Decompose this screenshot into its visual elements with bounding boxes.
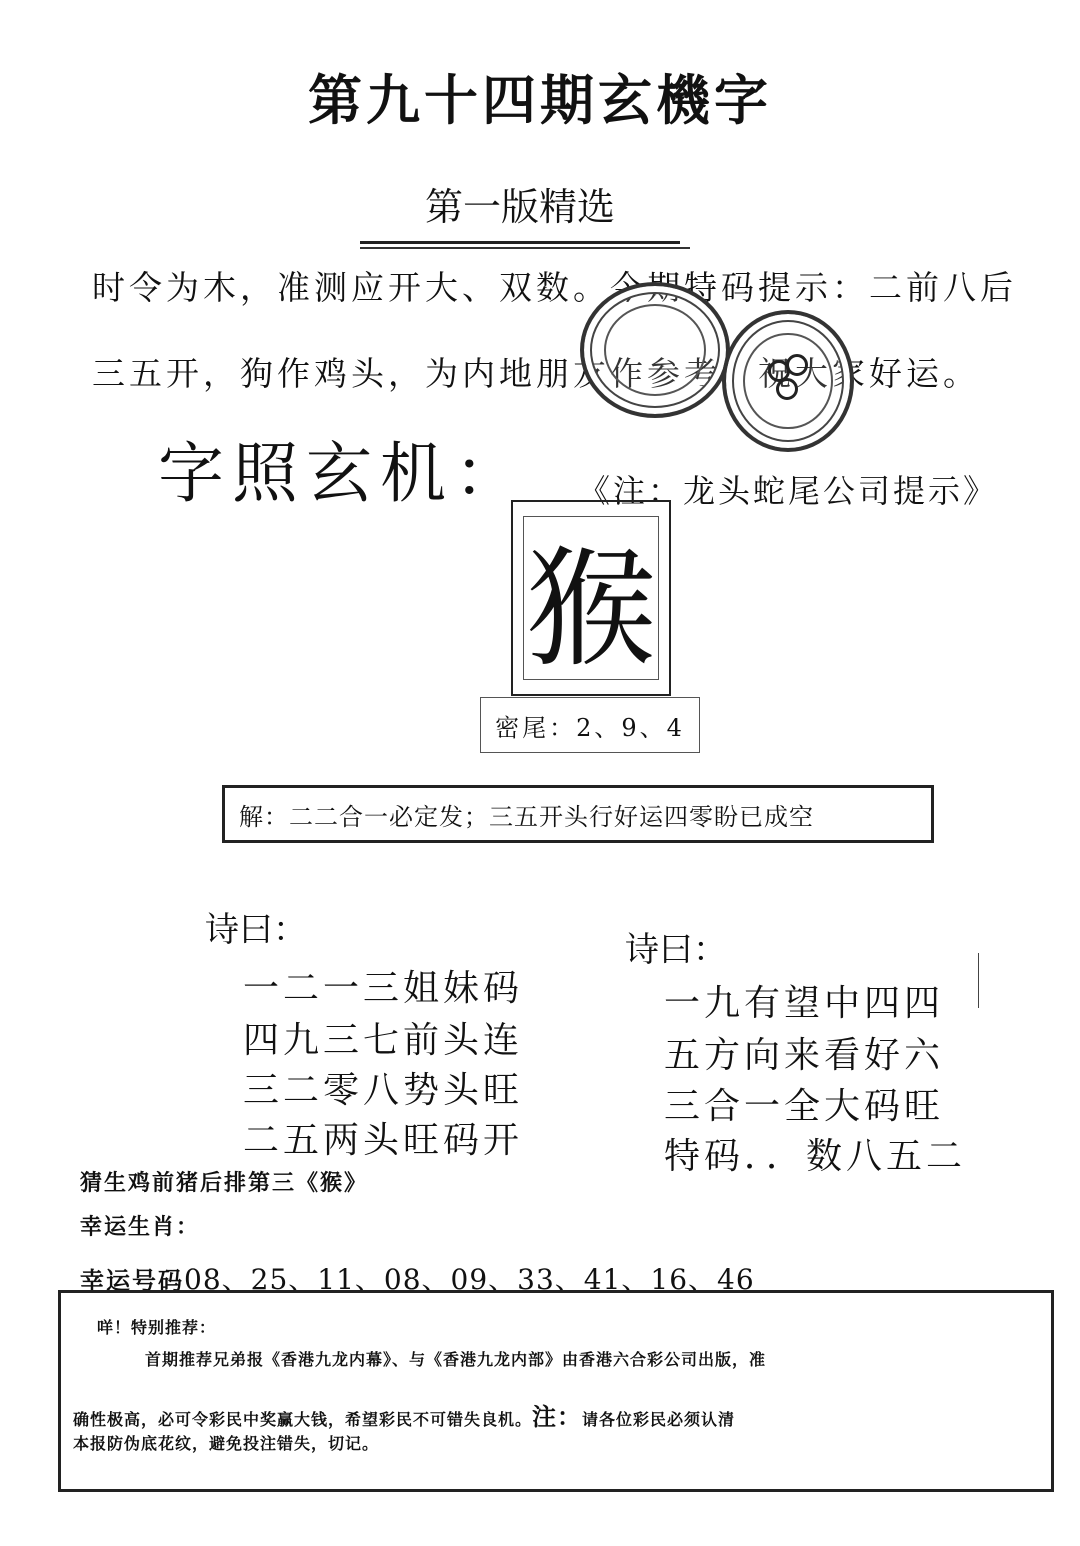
featured-character-box <box>511 500 671 696</box>
poem-left-line: 三二零八势头旺 <box>243 1070 524 1111</box>
divider-line <box>978 953 979 1008</box>
page-title: 第九十四期玄機字 <box>308 69 772 132</box>
note-text: 《注：龙头蛇尾公司提示》 <box>578 472 999 510</box>
lucky-numbers-label: 幸运号码 <box>80 1266 184 1295</box>
poem-right-line: 特码．．数八五二 <box>664 1136 967 1177</box>
poem-right-line: 一九有望中四四 <box>664 983 945 1024</box>
recommendation-line-2: 确性极高，必可令彩民中奖赢大钱，希望彩民不可错失良机。注：请各位彩民必须认清 <box>73 1402 736 1431</box>
poem-left-line: 二五两头旺码开 <box>243 1120 524 1161</box>
intro-line-2: 三五开，狗作鸡头，为内地朋友作参考，祝大家好运。 <box>92 354 980 393</box>
featured-character: 猴 <box>525 532 656 685</box>
recommendation-head: 咩！特别推荐： <box>97 1318 217 1337</box>
solution-text: 解：二二合一必定发；三五开头行好运四零盼已成空 <box>239 802 814 831</box>
poem-right-line: 五方向来看好六 <box>664 1035 945 1076</box>
stamp-right <box>722 310 854 452</box>
stamp-left <box>580 282 730 418</box>
solution-box <box>222 785 934 843</box>
poem-left-label: 诗曰： <box>205 910 307 950</box>
poem-right-label: 诗曰： <box>625 930 727 970</box>
guess-line: 猜生鸡前猪后排第三《猴》 <box>80 1170 369 1196</box>
poem-right-line: 三合一全大码旺 <box>664 1086 945 1127</box>
poem-left-line: 一二一三姐妹码 <box>243 968 524 1009</box>
section-heading: 字照玄机： <box>158 435 528 512</box>
recommendation-line-1: 首期推荐兄弟报《香港九龙内幕》、与《香港九龙内部》由香港六合彩公司出版，准 <box>145 1350 767 1369</box>
recommendation-box <box>58 1290 1054 1492</box>
section-subtitle: 第一版精选 <box>360 176 680 244</box>
intro-line-1: 时令为木，准测应开大、双数。今期特码提示：二前八后 <box>92 268 1017 307</box>
recommendation-line-3: 本报防伪底花纹，避免投注错失，切记。 <box>73 1434 380 1453</box>
tail-numbers: 密尾：2、9、4 <box>495 713 685 742</box>
note-mark: 注： <box>532 1402 583 1431</box>
poem-left-line: 四九三七前头连 <box>243 1020 524 1061</box>
lucky-zodiac-label: 幸运生肖： <box>80 1214 201 1240</box>
lucky-numbers: 08、25、11、08、09、33、41、16、46 <box>184 1263 755 1296</box>
tail-numbers-box <box>480 697 700 753</box>
